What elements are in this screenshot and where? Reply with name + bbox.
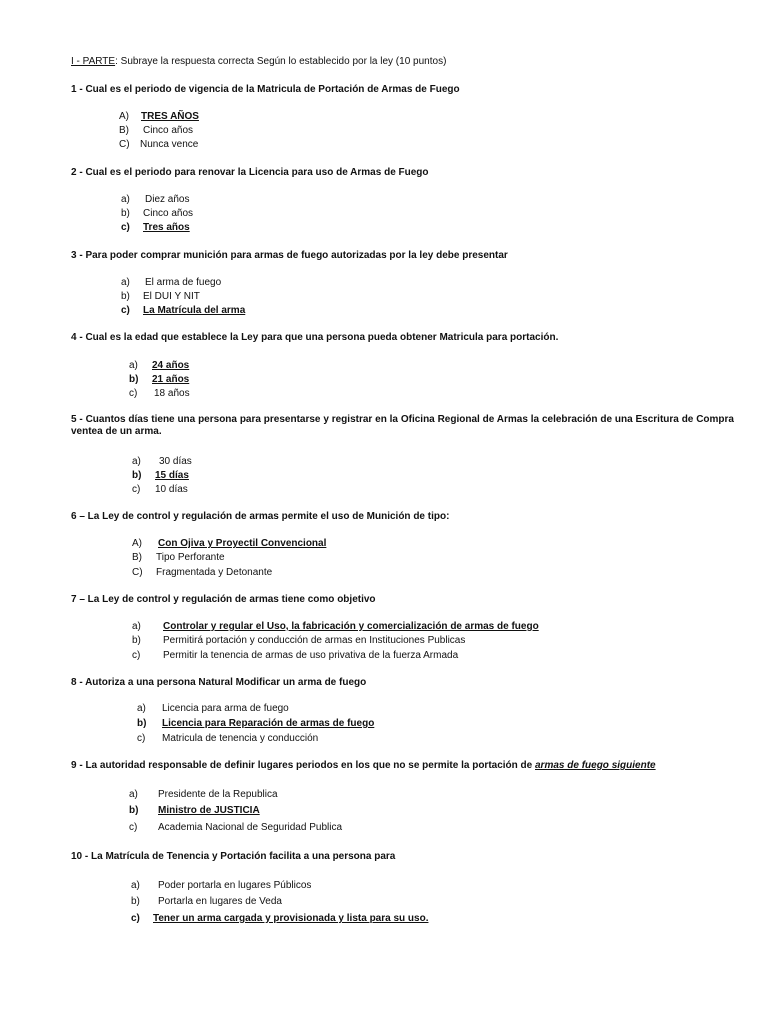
option-text-correct: 24 años [152,360,190,371]
option-9c [129,822,342,834]
option-1b [119,125,193,137]
option-label: a) [129,360,138,371]
option-2c [121,222,190,234]
option-label: c) [132,650,141,661]
option-7c [132,650,458,662]
option-3b [121,291,200,303]
option-text: Academia Nacional de Seguridad Publica [158,822,343,833]
option-text: Tipo Perforante [156,552,225,563]
question-1: 1 - Cual es el periodo de vigencia de la Matricula de Portación de Armas de Fuego [71,84,460,95]
option-3a [121,277,221,289]
option-text: Presidente de la Republica [158,789,278,800]
question-9-emphasis: armas de fuego siguiente [535,760,656,771]
option-label: c) [121,222,130,233]
option-label: a) [129,789,138,800]
option-text-correct: Ministro de JUSTICIA [158,805,260,816]
option-label: b) [121,208,130,219]
question-6: 6 – La Ley de control y regulación de armas permite el uso de Munición de tipo: [71,511,450,522]
option-label: c) [131,913,140,924]
option-text: 18 años [154,388,190,399]
option-7a [132,621,539,633]
option-label: b) [132,635,141,646]
option-10b [131,896,282,908]
option-label: B) [119,125,129,136]
option-5b [132,470,189,482]
question-8: 8 - Autoriza a una persona Natural Modificar un arma de fuego [71,677,367,688]
option-label: a) [131,880,140,891]
option-10a [131,880,311,892]
option-label: a) [132,621,141,632]
option-7b [132,635,465,647]
option-6b [132,552,225,564]
option-8c [137,733,318,745]
option-label: b) [132,470,142,481]
question-3: 3 - Para poder comprar munición para armas de fuego autorizadas por la ley debe presentar [71,250,508,261]
option-label: b) [129,374,139,385]
option-text-correct: 15 días [155,470,189,481]
question-10: 10 - La Matrícula de Tenencia y Portación facilita a una persona para [71,851,396,862]
option-text: 10 días [155,484,188,495]
option-label: a) [121,194,130,205]
option-label: c) [137,733,146,744]
option-4a [129,360,189,372]
question-9-text: 9 - La autoridad responsable de definir lugares periodos en los que no se permite la portación de [71,760,535,771]
exam-header [71,56,446,68]
option-1c [119,139,198,151]
option-label: c) [129,388,138,399]
option-6c [132,567,272,579]
option-text-correct: TRES AÑOS [141,111,199,122]
option-8b [137,718,374,730]
option-text-correct: Tres años [143,222,190,233]
option-label: b) [121,291,130,302]
option-label: A) [132,538,142,549]
option-4b [129,374,189,386]
option-text: Cinco años [143,125,194,136]
option-text-correct: Tener un arma cargada y provisionada y lista para su uso. [153,913,429,924]
question-2: 2 - Cual es el periodo para renovar la Licencia para uso de Armas de Fuego [71,167,429,178]
option-text-correct: 21 años [152,374,190,385]
option-text: Permitirá portación y conducción de armas en Instituciones Publicas [163,635,466,646]
option-text: 30 días [159,456,192,467]
option-label: C) [132,567,143,578]
option-text: Matricula de tenencia y conducción [162,733,319,744]
option-label: c) [121,305,130,316]
option-text: El arma de fuego [145,277,222,288]
option-label: c) [129,822,138,833]
option-text: Portarla en lugares de Veda [158,896,282,907]
option-label: B) [132,552,142,563]
option-3c [121,305,245,317]
option-2a [121,194,189,206]
option-text-correct: Controlar y regular el Uso, la fabricación y comercialización de armas de fuego [163,621,539,632]
question-4: 4 - Cual es la edad que establece la Ley para que una persona pueda obtener Matricula para portación. [71,332,559,343]
option-2b [121,208,193,220]
option-8a [137,703,289,715]
option-text: Nunca vence [140,139,199,150]
option-label: b) [137,718,147,729]
option-6a [132,538,326,550]
option-9a [129,789,278,801]
option-label: b) [131,896,140,907]
option-label: a) [137,703,146,714]
option-9b [129,805,260,817]
option-text: Diez años [145,194,190,205]
question-9 [71,760,734,772]
option-text: Fragmentada y Detonante [156,567,273,578]
option-5c [132,484,188,496]
option-4c [129,388,190,400]
option-label: A) [119,111,129,122]
question-5: 5 - Cuantos días tiene una persona para presentarse y registrar en la Oficina Regional de Armas la celebración de una Escritura de Compra ventea de un arma. [71,414,734,437]
option-text-correct: Licencia para Reparación de armas de fuego [162,718,375,729]
option-text: Permitir la tenencia de armas de uso privativa de la fuerza Armada [163,650,459,661]
option-text: El DUI Y NIT [143,291,200,302]
option-text: Cinco años [143,208,194,219]
option-1a [119,111,199,123]
option-label: c) [132,484,141,495]
part-title: I - PARTE [71,56,116,67]
instructions: : Subraye la respuesta correcta Según lo establecido por la ley (10 puntos) [115,56,447,67]
option-label: b) [129,805,139,816]
question-7: 7 – La Ley de control y regulación de armas tiene como objetivo [71,594,376,605]
option-text-correct: La Matrícula del arma [143,305,246,316]
option-text: Licencia para arma de fuego [162,703,289,714]
option-label: C) [119,139,130,150]
option-text-correct: Con Ojiva y Proyectil Convencional [158,538,327,549]
option-5a [132,456,192,468]
option-label: a) [132,456,141,467]
option-10c [131,913,428,925]
option-label: a) [121,277,130,288]
option-text: Poder portarla en lugares Públicos [158,880,312,891]
